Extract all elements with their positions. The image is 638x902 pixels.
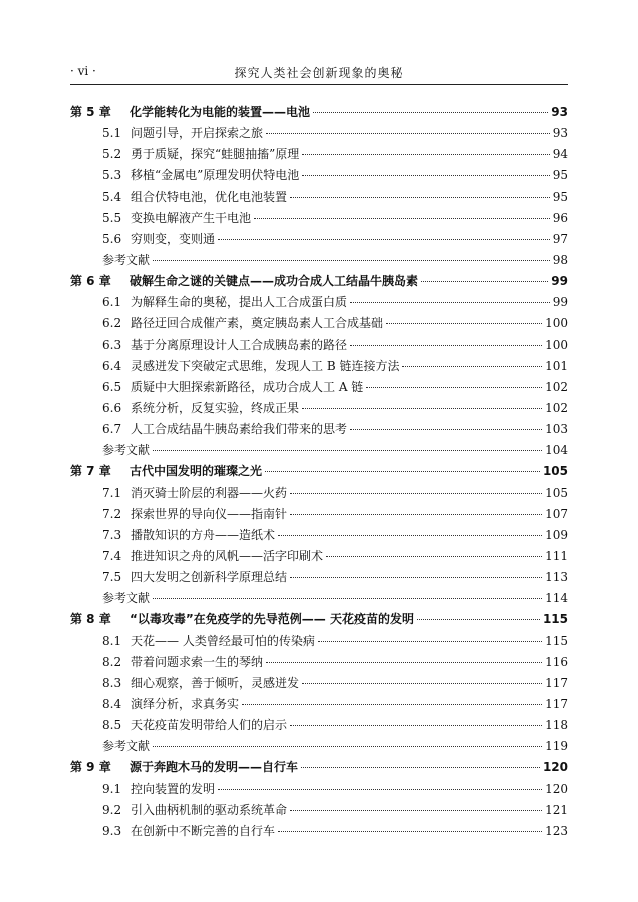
entry-page: 94 [552, 147, 568, 162]
section-entry[interactable] [70, 801, 568, 822]
dot-leader [302, 683, 542, 684]
entry-page: 104 [545, 443, 568, 458]
entry-number: 8.2 [102, 654, 122, 669]
entry-page: 113 [545, 570, 568, 585]
page-number: · vi · [70, 64, 96, 78]
entry-number: 9.2 [102, 802, 122, 817]
entry-page: 115 [542, 612, 568, 627]
entry-number: 9.1 [102, 781, 122, 796]
entry-page: 117 [545, 675, 568, 690]
entry-page: 93 [552, 126, 568, 141]
dot-leader [417, 619, 540, 620]
entry-number: 8.1 [102, 633, 122, 648]
entry-number: 5.2 [102, 147, 122, 162]
dot-leader [350, 302, 550, 303]
header-rule [70, 84, 568, 85]
section-entry[interactable] [70, 336, 568, 357]
entry-page: 100 [545, 337, 568, 352]
entry-number: 6.2 [102, 316, 122, 331]
dot-leader [421, 281, 548, 282]
entry-title: 参考文献 [102, 591, 151, 606]
entry-title: 组合伏特电池，优化电池装置 [131, 189, 288, 204]
dot-leader [313, 112, 548, 113]
entry-page: 101 [545, 358, 568, 373]
references-entry[interactable] [70, 441, 568, 462]
references-entry[interactable] [70, 737, 568, 758]
entry-title: 控向装置的发明 [131, 781, 216, 796]
section-entry[interactable] [70, 505, 568, 526]
entry-page: 107 [545, 506, 568, 521]
entry-number: 8.5 [102, 718, 122, 733]
dot-leader [153, 598, 542, 599]
entry-title: 参考文献 [102, 252, 151, 267]
entry-page: 103 [545, 422, 568, 437]
section-entry[interactable] [70, 357, 568, 378]
entry-number: 8.4 [102, 696, 122, 711]
entry-page: 111 [545, 548, 568, 563]
entry-page: 114 [545, 591, 568, 606]
entry-title: 灵感迸发下突破定式思维，发现人工 B 链连接方法 [131, 358, 400, 373]
dot-leader [302, 154, 549, 155]
entry-number: 第 7 章 [70, 464, 111, 479]
section-entry[interactable] [70, 526, 568, 547]
running-title: 探究人类社会创新现象的奥秘 [234, 66, 404, 80]
entry-page: 109 [545, 527, 568, 542]
dot-leader [301, 767, 540, 768]
entry-page: 119 [545, 739, 568, 754]
dot-leader [218, 789, 542, 790]
dot-leader [153, 450, 542, 451]
entry-number: 第 9 章 [70, 760, 111, 775]
entry-title: 推进知识之舟的风帆——活字印刷术 [131, 548, 324, 563]
entry-page: 102 [545, 379, 568, 394]
entry-title: 移植“金属电”原理发明伏特电池 [131, 168, 300, 183]
dot-leader [242, 704, 542, 705]
section-entry[interactable] [70, 695, 568, 716]
entry-page: 115 [545, 633, 568, 648]
entry-number: 9.3 [102, 823, 122, 838]
entry-title: 穷则变，变则通 [131, 231, 216, 246]
section-entry[interactable] [70, 484, 568, 505]
entry-page: 121 [545, 802, 568, 817]
entry-page: 123 [545, 823, 568, 838]
section-entry[interactable] [70, 674, 568, 695]
entry-number: 第 5 章 [70, 105, 111, 119]
entry-page: 120 [545, 781, 568, 796]
dot-leader [278, 535, 542, 536]
dot-leader [302, 408, 542, 409]
section-entry[interactable] [70, 547, 568, 568]
dot-leader [402, 366, 542, 367]
entry-title: 基于分离原理设计人工合成胰岛素的路径 [131, 337, 348, 352]
dot-leader [278, 831, 542, 832]
dot-leader [290, 810, 542, 811]
section-entry[interactable] [70, 314, 568, 335]
entry-title: 参考文献 [102, 739, 151, 754]
entry-number: 第 6 章 [70, 274, 111, 289]
entry-page: 95 [552, 189, 568, 204]
entry-page: 100 [545, 316, 568, 331]
entry-page: 96 [552, 210, 568, 225]
references-entry[interactable] [70, 251, 568, 272]
entry-number: 第 8 章 [70, 612, 111, 627]
entry-page: 97 [552, 231, 568, 246]
entry-number: 6.4 [102, 358, 122, 373]
entry-number: 5.1 [102, 126, 122, 141]
section-entry[interactable] [70, 822, 568, 843]
entry-number: 6.5 [102, 379, 122, 394]
entry-number: 5.4 [102, 189, 122, 204]
entry-title: 消灭骑士阶层的利器——火药 [131, 485, 288, 500]
section-entry[interactable] [70, 293, 568, 314]
chapter-entry[interactable] [70, 610, 568, 631]
chapter-entry[interactable] [70, 462, 568, 483]
dot-leader [318, 641, 542, 642]
entry-number: 7.1 [102, 485, 122, 500]
entry-number: 6.6 [102, 400, 122, 415]
entry-title: 源于奔跑木马的发明——自行车 [130, 760, 299, 775]
entry-title: 带着问题求索一生的琴纳 [131, 654, 264, 669]
entry-title: 天花疫苗发明带给人们的启示 [131, 718, 288, 733]
entry-title: 人工合成结晶牛胰岛素给我们带来的思考 [131, 422, 348, 437]
references-entry[interactable] [70, 589, 568, 610]
section-entry[interactable] [70, 166, 568, 187]
section-entry[interactable] [70, 188, 568, 209]
entry-page: 116 [545, 654, 568, 669]
table-of-contents [70, 103, 568, 843]
entry-page: 117 [545, 696, 568, 711]
entry-page: 120 [542, 760, 568, 775]
entry-title: 演绎分析，求真务实 [131, 696, 240, 711]
page-header [70, 64, 568, 86]
dot-leader [290, 197, 550, 198]
section-entry[interactable] [70, 378, 568, 399]
entry-page: 98 [552, 252, 568, 267]
entry-title: 路径迂回合成催产素，奠定胰岛素人工合成基础 [131, 316, 384, 331]
section-entry[interactable] [70, 399, 568, 420]
entry-page: 99 [552, 295, 568, 310]
entry-page: 102 [545, 400, 568, 415]
section-entry[interactable] [70, 632, 568, 653]
entry-title: 问题引导，开启探索之旅 [131, 126, 264, 141]
dot-leader [266, 662, 542, 663]
entry-title: 变换电解液产生干电池 [131, 210, 252, 225]
chapter-entry[interactable] [70, 758, 568, 779]
dot-leader [302, 175, 549, 176]
dot-leader [326, 556, 542, 557]
entry-number: 5.5 [102, 210, 122, 225]
entry-number: 8.3 [102, 675, 122, 690]
entry-number: 7.2 [102, 506, 122, 521]
entry-number: 5.6 [102, 231, 122, 246]
dot-leader [350, 429, 542, 430]
entry-page: 118 [545, 718, 568, 733]
section-entry[interactable] [70, 230, 568, 251]
dot-leader [290, 493, 542, 494]
dot-leader [266, 133, 550, 134]
entry-page: 99 [551, 274, 568, 289]
chapter-entry[interactable] [70, 272, 568, 293]
section-entry[interactable] [70, 653, 568, 674]
entry-number: 7.4 [102, 548, 122, 563]
dot-leader [290, 725, 542, 726]
entry-number: 6.1 [102, 295, 122, 310]
chapter-entry[interactable] [70, 103, 568, 124]
entry-number: 6.3 [102, 337, 122, 352]
entry-title: “以毒攻毒”在免疫学的先导范例—— 天花疫苗的发明 [130, 612, 414, 627]
section-entry[interactable] [70, 420, 568, 441]
section-entry[interactable] [70, 145, 568, 166]
entry-title: 为解释生命的奥秘，提出人工合成蛋白质 [131, 295, 348, 310]
entry-title: 化学能转化为电能的装置——电池 [130, 105, 311, 119]
entry-number: 7.3 [102, 527, 122, 542]
entry-title: 系统分析，反复实验，终成正果 [131, 400, 300, 415]
entry-title: 质疑中大胆探索新路径，成功合成人工 A 链 [131, 379, 364, 394]
entry-title: 勇于质疑，探究“蛙腿抽搐”原理 [131, 147, 300, 162]
section-entry[interactable] [70, 124, 568, 145]
entry-page: 93 [551, 105, 568, 119]
entry-title: 天花—— 人类曾经最可怕的传染病 [131, 633, 315, 648]
dot-leader [290, 577, 542, 578]
section-entry[interactable] [70, 780, 568, 801]
entry-number: 5.3 [102, 168, 122, 183]
entry-page: 95 [552, 168, 568, 183]
entry-page: 105 [545, 485, 568, 500]
dot-leader [153, 746, 542, 747]
dot-leader [366, 387, 542, 388]
section-entry[interactable] [70, 716, 568, 737]
dot-leader [386, 323, 542, 324]
entry-title: 细心观察，善于倾听，灵感迸发 [131, 675, 300, 690]
entry-title: 播散知识的方舟——造纸术 [131, 527, 276, 542]
section-entry[interactable] [70, 568, 568, 589]
entry-title: 引入曲柄机制的驱动系统革命 [131, 802, 288, 817]
entry-title: 古代中国发明的璀璨之光 [130, 464, 263, 479]
entry-title: 参考文献 [102, 443, 151, 458]
dot-leader [218, 239, 550, 240]
entry-page: 105 [542, 464, 568, 479]
entry-number: 7.5 [102, 570, 122, 585]
dot-leader [153, 260, 550, 261]
entry-title: 在创新中不断完善的自行车 [131, 823, 276, 838]
entry-title: 破解生命之谜的关键点——成功合成人工结晶牛胰岛素 [130, 274, 419, 289]
entry-title: 探索世界的导向仪——指南针 [131, 506, 288, 521]
dot-leader [254, 218, 550, 219]
dot-leader [350, 345, 542, 346]
entry-title: 四大发明之创新科学原理总结 [131, 570, 288, 585]
entry-number: 6.7 [102, 422, 122, 437]
dot-leader [290, 514, 542, 515]
section-entry[interactable] [70, 209, 568, 230]
dot-leader [265, 471, 540, 472]
